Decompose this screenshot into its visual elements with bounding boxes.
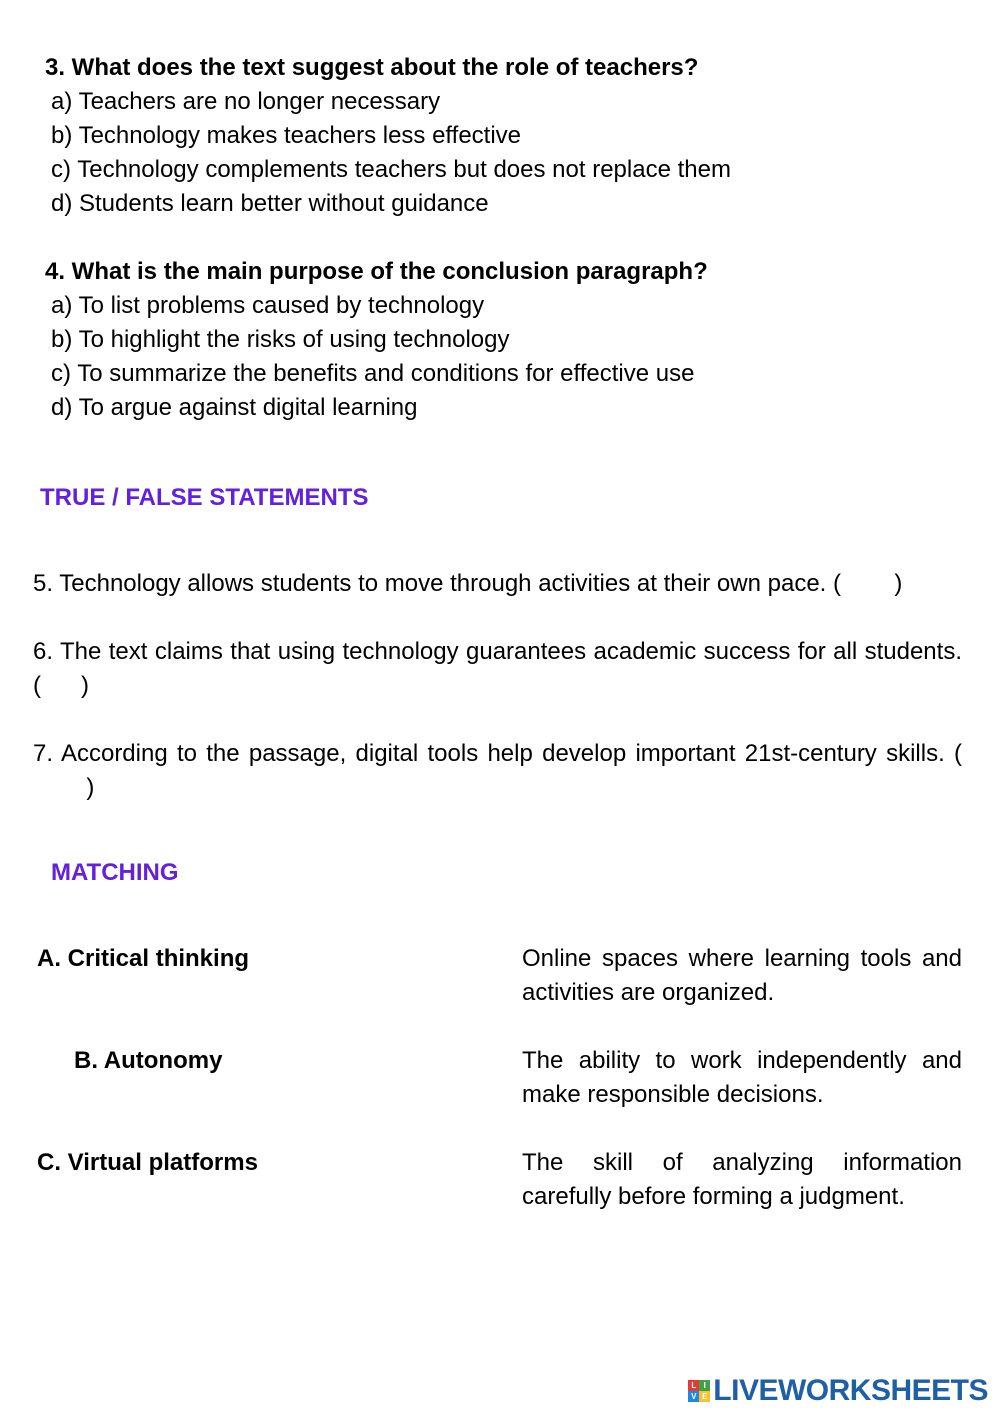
match-term-c[interactable]: C. Virtual platforms bbox=[37, 1149, 258, 1176]
statement-5-close: ) bbox=[894, 570, 903, 597]
statement-6-text: 6. The text claims that using technology guarantees academic success for all students. ( bbox=[33, 638, 962, 699]
statement-6-close: ) bbox=[81, 672, 90, 699]
question-4-title: 4. What is the main purpose of the conclusion paragraph? bbox=[45, 258, 708, 285]
match-term-a[interactable]: A. Critical thinking bbox=[37, 945, 250, 972]
statement-5-text: 5. Technology allows students to move through activities at their own pace. ( bbox=[33, 570, 841, 597]
question-4-option-a[interactable]: a) To list problems caused by technology bbox=[51, 292, 485, 319]
match-definition-2[interactable]: The ability to work independently and make responsible decisions. bbox=[522, 1047, 962, 1108]
match-definition-3[interactable]: The skill of analyzing information carefully before forming a judgment. bbox=[522, 1149, 962, 1210]
liveworksheets-logo-icon: L I V E bbox=[688, 1380, 710, 1402]
question-4-option-d[interactable]: d) To argue against digital learning bbox=[51, 394, 418, 421]
question-4-option-b[interactable]: b) To highlight the risks of using technology bbox=[51, 326, 510, 353]
statement-6-answer-blank[interactable] bbox=[41, 669, 81, 703]
question-3-option-c[interactable]: c) Technology complements teachers but does not replace them bbox=[51, 156, 731, 183]
statement-7-text: 7. According to the passage, digital tools help develop important 21st-century skills. ( bbox=[33, 740, 962, 767]
statement-7-answer-blank[interactable] bbox=[33, 771, 86, 805]
liveworksheets-logo bbox=[688, 1374, 988, 1408]
question-4-option-c[interactable]: c) To summarize the benefits and conditions for effective use bbox=[51, 360, 695, 387]
question-3-option-a[interactable]: a) Teachers are no longer necessary bbox=[51, 88, 441, 115]
question-3-option-b[interactable]: b) Technology makes teachers less effective bbox=[51, 122, 522, 149]
liveworksheets-logo-text: LIVEWORKSHEETS bbox=[713, 1374, 988, 1407]
match-definition-1[interactable]: Online spaces where learning tools and activities are organized. bbox=[522, 945, 962, 1006]
statement-5-answer-blank[interactable] bbox=[841, 567, 894, 601]
match-term-b[interactable]: B. Autonomy bbox=[74, 1047, 223, 1074]
statement-5 bbox=[33, 567, 962, 601]
matching-heading: MATCHING bbox=[51, 859, 179, 886]
statement-7-close: ) bbox=[86, 774, 95, 801]
question-3-option-d[interactable]: d) Students learn better without guidance bbox=[51, 190, 489, 217]
question-3-title: 3. What does the text suggest about the role of teachers? bbox=[45, 54, 699, 81]
true-false-heading: TRUE / FALSE STATEMENTS bbox=[40, 484, 369, 511]
statement-6 bbox=[33, 635, 962, 703]
statement-7 bbox=[33, 737, 962, 805]
